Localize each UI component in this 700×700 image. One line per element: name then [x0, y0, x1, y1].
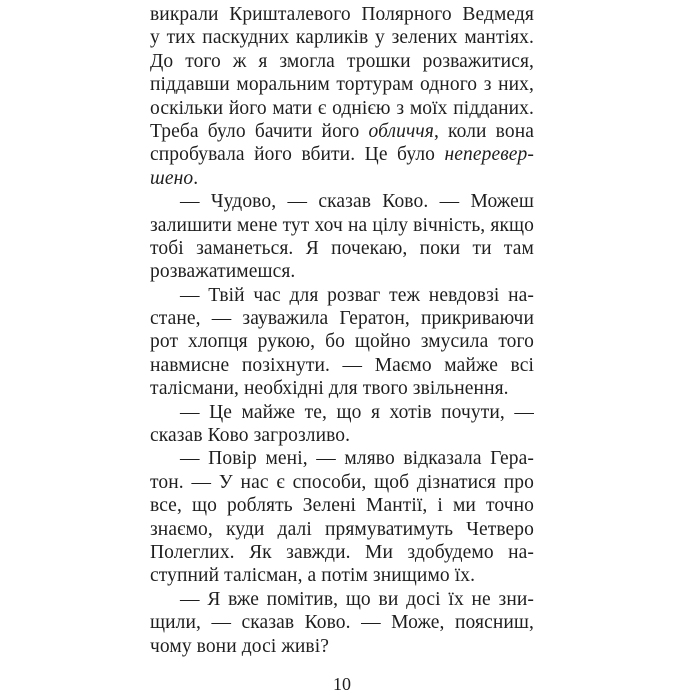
text-line — [150, 167, 534, 190]
text-line: щили, — сказав Ково. — Може, поясниш, — [150, 612, 534, 634]
text-line: розважатимешся. — [150, 261, 296, 283]
text-line: оскільки його мати є однією з моїх підданих. — [150, 97, 534, 119]
text-line: залишити мене тут хоч на цілу вічність, якщо — [150, 214, 534, 236]
text-line — [150, 143, 534, 166]
text-line: все, що роблять Зелені Мантії, і ми точно — [150, 495, 534, 517]
text-line: піддавши моральним тортурам одного з них, — [150, 74, 534, 96]
text-line: — Я вже помітив, що ви досі їх не зни- — [180, 588, 534, 610]
text-line: навмисне позіхнути. — Маємо майже всі — [150, 354, 534, 376]
text-line: рот хлопця рукою, бо щойно змусила того — [150, 331, 534, 353]
text-line: знаємо, куди далі прямуватимуть Четверо — [150, 518, 534, 540]
text-line: сказав Ково загрозливо. — [150, 425, 351, 447]
italic-text: неперевер- — [444, 144, 534, 166]
text-line: чому вони досі живі? — [150, 635, 330, 657]
text-line: — Повір мені, — мляво відказала Гера- — [180, 448, 534, 470]
text-line: тобі заманеться. Я почекаю, поки ти там — [150, 237, 534, 259]
text-line: До того ж я змогла трошки розважитися, — [150, 50, 534, 72]
text-run: спробувала його вбити. Це було — [150, 144, 445, 166]
text-run: . — [193, 167, 199, 189]
text-line: — Твій час для розваг теж невдовзі на- — [180, 284, 534, 306]
text-line: тон. — У нас є способи, щоб дізнатися про — [150, 471, 534, 493]
page-number: 10 — [333, 674, 351, 694]
text-line — [150, 120, 534, 143]
text-line: — Це майже те, що я хотів почути, — — [180, 401, 534, 423]
italic-text: обличчя — [368, 120, 434, 142]
body-text — [150, 3, 534, 658]
text-line: стане, — зауважила Гератон, прикриваючи — [150, 308, 534, 330]
text-line: — Чудово, — сказав Ково. — Можеш — [180, 191, 534, 213]
text-line: викрали Кришталевого Полярного Ведмедя — [150, 4, 534, 25]
text-line: ступний талісман, а потім знищимо їх. — [150, 565, 476, 587]
text-run: Треба було бачити його — [150, 120, 369, 142]
italic-text: шено — [150, 167, 194, 189]
text-line: талісмани, необхідні для твого звільнення. — [150, 378, 509, 400]
text-line: Полеглих. Як завжди. Ми здобудемо на- — [150, 541, 534, 563]
text-line: у тих паскудних карликів у зелених мантіях. — [150, 27, 534, 49]
text-run: , коли вона — [433, 120, 534, 142]
